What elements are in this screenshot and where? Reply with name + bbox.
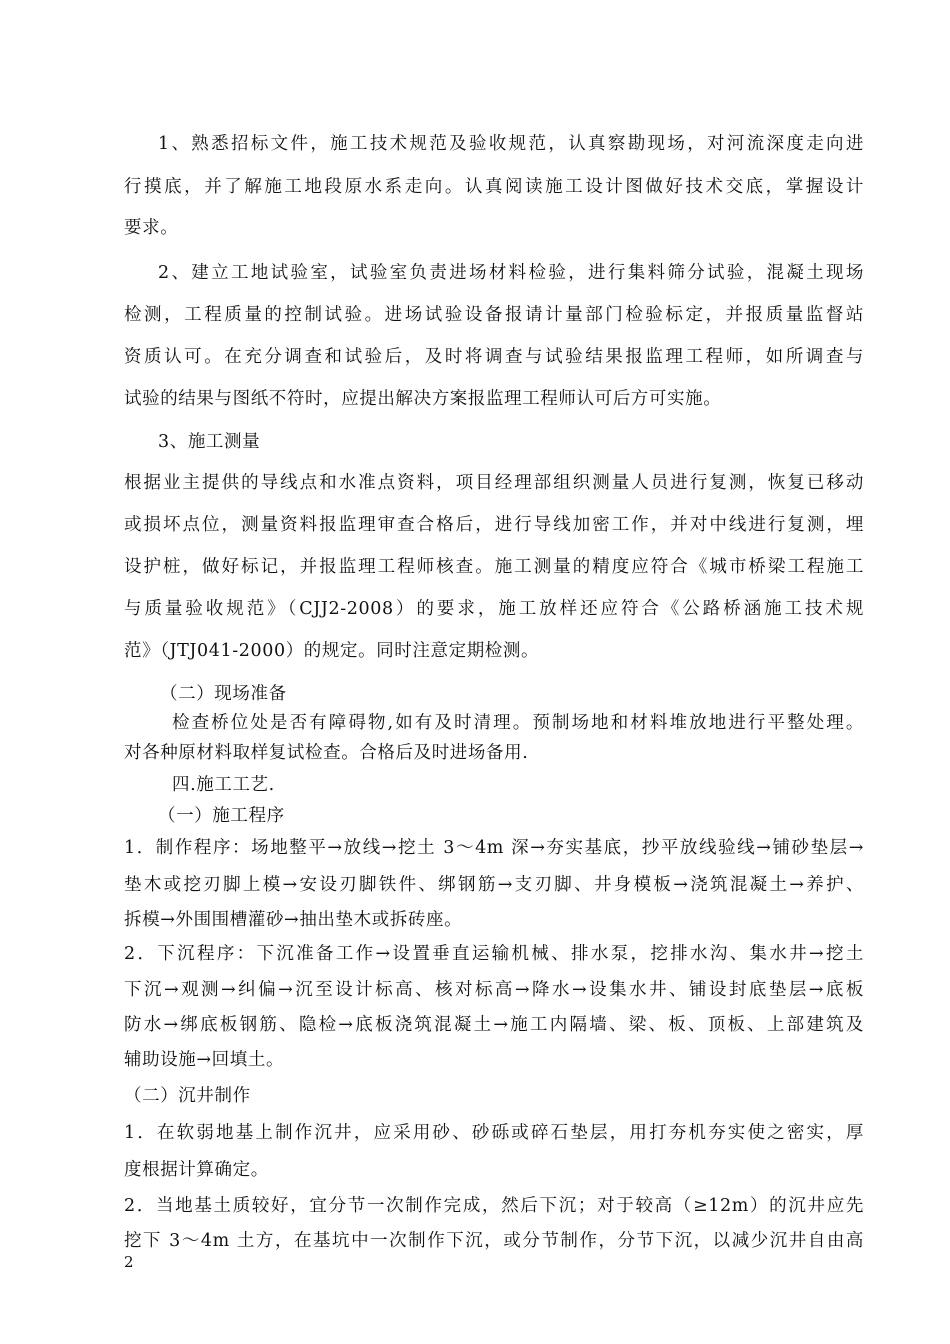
paragraph-line: 行摸底，并了解施工地段原水系走向。认真阅读施工设计图做好技术交底，掌握设计 [124,177,864,197]
section-heading: （二）沉井制作 [124,1086,251,1106]
paragraph-line: 要求。 [124,218,179,238]
paragraph-line: 试验的结果与图纸不符时，应提出解决方案报监理工程师认可后方可实施。 [124,389,722,409]
paragraph-line: 辅助设施→回填土。 [124,1050,285,1070]
paragraph-line: 防水→绑底板钢筋、隐检→底板浇筑混凝土→施工内隔墙、梁、板、顶板、上部建筑及 [124,1015,864,1035]
paragraph-line: 拆模→外围围槽灌砂→抽出垫木或拆砖座。 [124,910,463,930]
paragraph-line: 与质量验收规范》（CJJ2-2008）的要求，施工放样还应符合《公路桥涵施工技术规 [124,599,864,619]
section-heading: 3、施工测量 [158,432,261,452]
paragraph-line: 或损坏点位，测量资料报监理审查合格后，进行导线加密工作，并对中线进行复测，埋 [124,515,864,535]
paragraph-line: 资质认可。在充分调查和试验后，及时将调查与试验结果报监理工程师，如所调查与 [124,347,864,367]
page-number: 2 [124,1253,134,1271]
paragraph-line: 下沉→观测→纠偏→沉至设计标高、核对标高→降水→设集水井、铺设封底垫层→底板 [124,980,864,1000]
paragraph-line: 2．下沉程序：下沉准备工作→设置垂直运输机械、排水泵，挖排水沟、集水井→挖土 [124,944,864,964]
paragraph-line: 1．制作程序：场地整平→放线→挖土 3～4m 深→夯实基底，抄平放线验线→铺砂垫层→ [124,838,864,858]
section-heading: （二）现场准备 [160,684,287,704]
paragraph-line: 设护桩，做好标记，并报监理工程师核查。施工测量的精度应符合《城市桥梁工程施工 [124,557,864,577]
paragraph-line: 1、熟悉招标文件，施工技术规范及验收规范，认真察勘现场，对河流深度走向进 [158,134,864,154]
paragraph-line: 2．当地基土质较好，宜分节一次制作完成，然后下沉；对于较高（≥12m）的沉井应先 [124,1196,864,1216]
paragraph-line: 垫木或挖刃脚上模→安设刃脚铁件、绑钢筋→支刃脚、井身模板→浇筑混凝土→养护、 [124,875,864,895]
paragraph-line: 度根据计算确定。 [124,1160,269,1180]
paragraph-line: 范》（JTJ041-2000）的规定。同时注意定期检测。 [124,641,540,661]
paragraph-line: 挖下 3～4m 土方，在基坑中一次制作下沉，或分节制作，分节下沉，以减少沉井自由高 [124,1231,864,1251]
paragraph-line: 1．在软弱地基上制作沉井，应采用砂、砂砾或碎石垫层，用打夯机夯实使之密实，厚 [124,1123,864,1143]
paragraph-line: 检测，工程质量的控制试验。进场试验设备报请计量部门检验标定，并报质量监督站 [124,305,864,325]
paragraph-line: 检查桥位处是否有障碍物,如有及时清理。预制场地和材料堆放地进行平整处理。 [172,713,864,733]
paragraph-line: 2、建立工地试验室，试验室负责进场材料检验，进行集料筛分试验，混凝土现场 [158,263,864,283]
paragraph-line: 根据业主提供的导线点和水准点资料，项目经理部组织测量人员进行复测，恢复已移动 [124,473,864,493]
paragraph-line: 对各种原材料取样复试检查。合格后及时进场备用. [124,743,529,763]
section-heading: （一）施工程序 [158,806,285,826]
section-heading: 四.施工工艺. [172,775,275,795]
